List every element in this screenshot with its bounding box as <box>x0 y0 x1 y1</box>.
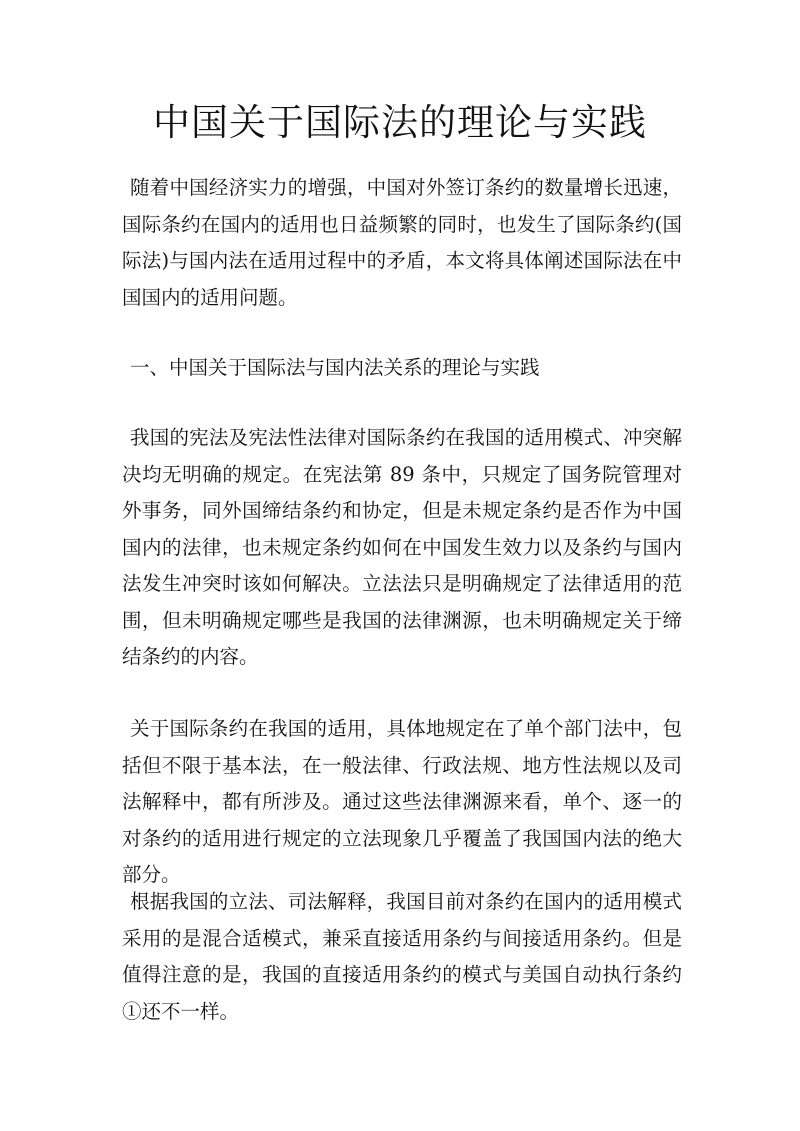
section-heading-1: 一、中国关于国际法与国内法关系的理论与实践 <box>130 356 540 379</box>
paragraph-intro: 随着中国经济实力的增强，中国对外签订条约的数量增长迅速，国际条约在国内的适用也日益频繁的同时，也发生了国际条约(国际法)与国内法在适用过程中的矛盾，本文将具体阐述国际法在中国国内的适用问题。 <box>122 176 682 309</box>
paragraph-constitution: 我国的宪法及宪法性法律对国际条约在我国的适用模式、冲突解决均无明确的规定。在宪法第 89 条中，只规定了国务院管理对外事务，同外国缔结条约和协定，但是未规定条约是否作为中国国内的法律，也未规定条约如何在中国发生效力以及条约与国内法发生冲突时该如何解决。立法法只是明确规定了法律适用的范围，但未明确规定哪些是我国的法律渊源，也未明确规定关于缔结条约的内容。 <box>122 426 682 668</box>
paragraph-department-law: 关于国际条约在我国的适用，具体地规定在了单个部门法中，包括但不限于基本法，在一般法律、行政法规、地方性法规以及司法解释中，都有所涉及。通过这些法律渊源来看，单个、逐一的对条约的适用进行规定的立法现象几乎覆盖了我国国内法的绝大部分。 <box>122 717 682 886</box>
page-title: 中国关于国际法的理论与实践 <box>153 101 647 144</box>
paragraph-application-mode: 根据我国的立法、司法解释，我国目前对条约在国内的适用模式采用的是混合适模式，兼采直接适用条约与间接适用条约。但是值得注意的是，我国的直接适用条约的模式与美国自动执行条约①还不一样。 <box>122 890 682 1023</box>
